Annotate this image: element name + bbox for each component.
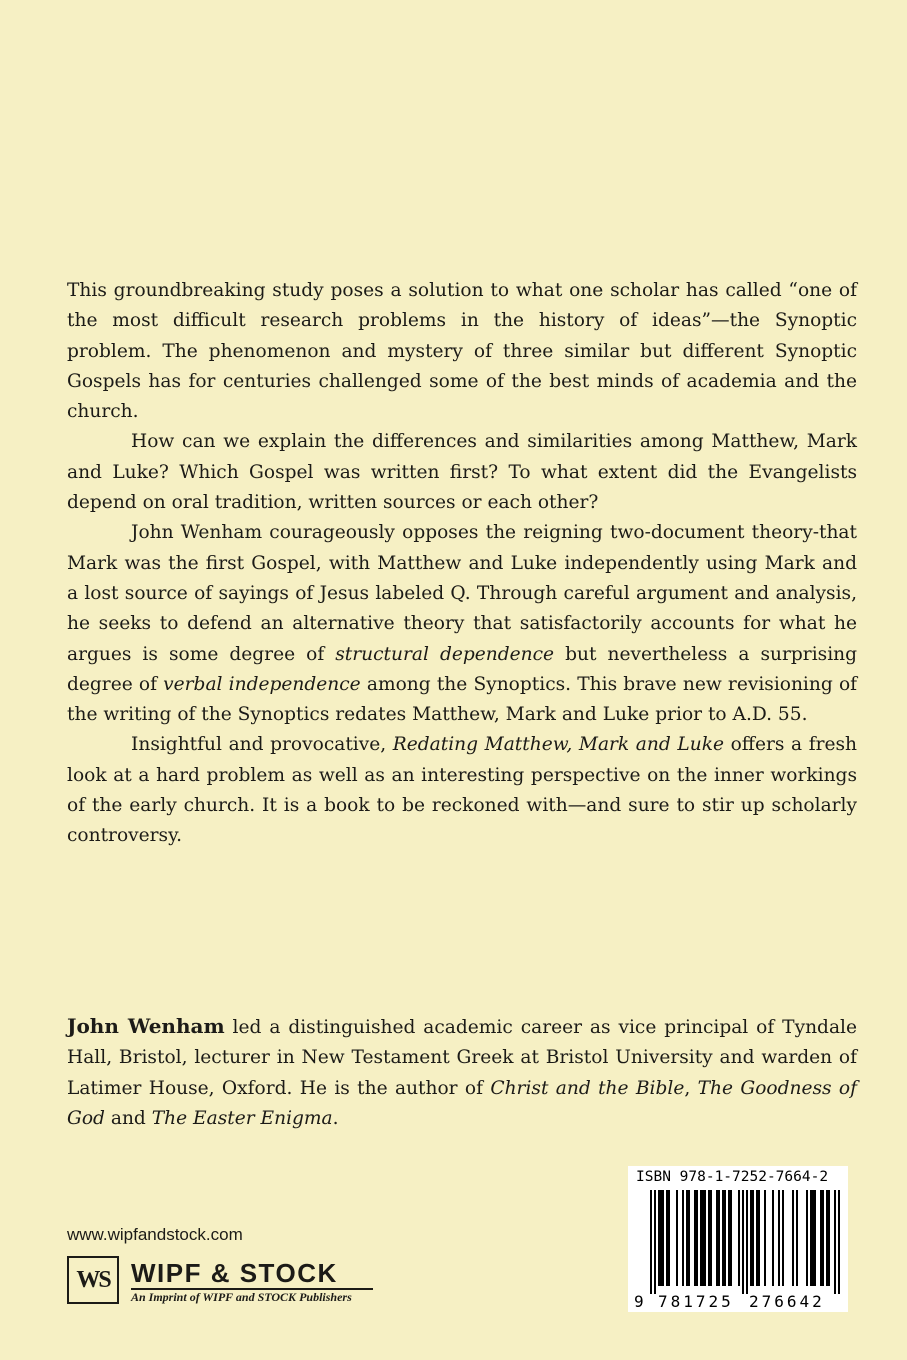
barcode-bar xyxy=(704,1190,706,1286)
barcode-bar xyxy=(718,1190,720,1286)
barcode-bar xyxy=(728,1190,730,1286)
blurb-p3-italic-structural: structural dependence xyxy=(335,643,555,665)
barcode-bar xyxy=(834,1190,836,1294)
bio-book-1: Christ and the Bible xyxy=(490,1077,685,1099)
barcode-bar xyxy=(688,1190,690,1286)
barcode-bar xyxy=(682,1190,684,1286)
barcode-bar xyxy=(662,1190,664,1286)
bio-text-a: led a distinguished academic career as vice principal of Tyndale Hall, Bristol, lecturer in New Testament Greek at Bristol University and warden of Latimer House, Oxford. He is the author of xyxy=(67,1017,857,1099)
barcode-bar xyxy=(700,1190,702,1286)
barcode-bar xyxy=(756,1190,758,1286)
barcode-bar xyxy=(738,1190,740,1286)
barcode-digits-left: 781725 xyxy=(658,1292,734,1311)
barcode-bar xyxy=(750,1190,752,1286)
barcode-bar xyxy=(696,1190,698,1286)
barcode-bar xyxy=(668,1190,670,1286)
bio-book-3: The Easter Enigma xyxy=(151,1107,333,1129)
barcode-bar xyxy=(806,1190,808,1286)
barcode-bar xyxy=(838,1190,840,1294)
barcode-bar xyxy=(752,1190,754,1286)
blurb-p4-text-c: offers a fresh look at a hard problem as well as an interesting perspective on the inner workings of the early church. It is a book to be reckoned with—and sure to stir up scholarly controversy. xyxy=(67,734,857,847)
bio-text-d: . xyxy=(332,1107,339,1129)
blurb-p4-text-a: Insightful and provocative, xyxy=(131,734,393,756)
barcode-bar xyxy=(710,1190,712,1286)
barcode-icon xyxy=(628,1166,848,1312)
bio-book-2: The Goodness of God xyxy=(67,1077,857,1129)
blurb-p3-italic-verbal: verbal independence xyxy=(163,673,361,695)
barcode-panel xyxy=(628,1166,848,1312)
bio-text-b: , xyxy=(684,1077,698,1099)
barcode-bar xyxy=(716,1190,718,1286)
publisher-imprint: An Imprint of WIPF and STOCK Publishers xyxy=(131,1290,352,1304)
barcode-bar xyxy=(810,1190,812,1286)
barcode-bar xyxy=(814,1190,816,1286)
blurb-paragraph-2: How can we explain the differences and similarities among Matthew, Mark and Luke? Which Gospel was written first? To what extent did the Evangelists depend on oral tradition, written sources or each other? xyxy=(67,431,857,514)
barcode-bar xyxy=(778,1190,780,1286)
publisher-website: www.wipfandstock.com xyxy=(67,1225,243,1244)
bio-text-c: and xyxy=(104,1107,152,1129)
barcode-bar xyxy=(828,1190,830,1286)
blurb-p3-text-e: among the Synoptics. This brave new revisioning of the writing of the Synoptics redates Matthew, Mark and Luke prior to A.D. 55. xyxy=(67,673,858,726)
description-blurb xyxy=(67,276,857,852)
barcode-bar xyxy=(650,1190,652,1294)
barcode-bar xyxy=(658,1190,660,1286)
barcode-bar xyxy=(724,1190,726,1286)
barcode-bar xyxy=(730,1190,732,1286)
barcode-bar xyxy=(796,1190,798,1286)
barcode-bar xyxy=(694,1190,696,1286)
barcode-digit-lead: 9 xyxy=(634,1292,644,1311)
barcode-digits-right: 276642 xyxy=(749,1292,825,1311)
blurb-paragraph-1: This groundbreaking study poses a solution to what one scholar has called “one of the most difficult research problems in the history of ideas”—the Synoptic problem. The phenomenon and mystery of three similar but different Synoptic Gospels has for centuries challenged some of the best minds of academia and the church. xyxy=(67,280,857,423)
barcode-bar xyxy=(826,1190,828,1286)
barcode-bar xyxy=(702,1190,704,1286)
barcode-bar xyxy=(746,1190,748,1294)
barcode-bar xyxy=(812,1190,814,1286)
barcode-bar xyxy=(820,1190,822,1286)
barcode-bar xyxy=(822,1190,824,1286)
blurb-paragraph-3 xyxy=(67,518,857,730)
barcode-bar xyxy=(654,1190,656,1294)
barcode-bar xyxy=(676,1190,678,1286)
barcode-bar xyxy=(742,1190,744,1294)
author-name: John Wenham xyxy=(67,1014,225,1038)
barcode-bar xyxy=(666,1190,668,1286)
barcode-bar xyxy=(708,1190,710,1286)
publisher-logo-icon: WS xyxy=(67,1256,119,1304)
isbn-label: ISBN 978-1-7252-7664-2 xyxy=(636,1169,829,1185)
blurb-p3-text-a: John Wenham courageously opposes the reigning two-document theory-that Mark was the first Gospel, with Matthew and Luke independently using Mark and a lost source of sayings of Jesus labeled Q. Through careful argument and analysis, he seeks to defend an alternative theory that satisfactorily accounts for what he argues is some degree of xyxy=(67,522,857,665)
barcode-bar xyxy=(758,1190,760,1286)
barcode-bar xyxy=(782,1190,784,1286)
blurb-paragraph-4 xyxy=(67,730,857,851)
barcode-bar xyxy=(722,1190,724,1286)
barcode-bar xyxy=(772,1190,774,1286)
blurb-p4-book-title: Redating Matthew, Mark and Luke xyxy=(392,734,724,756)
blurb-p3-text-c: but nevertheless a surprising degree of xyxy=(67,643,858,695)
barcode-bar xyxy=(792,1190,794,1286)
barcode-bar xyxy=(660,1190,662,1286)
author-bio xyxy=(67,1011,857,1134)
barcode-bar xyxy=(686,1190,688,1286)
publisher-name: WIPF & STOCK xyxy=(131,1258,338,1288)
barcode-bar xyxy=(764,1190,766,1286)
barcode-bars xyxy=(650,1190,840,1294)
